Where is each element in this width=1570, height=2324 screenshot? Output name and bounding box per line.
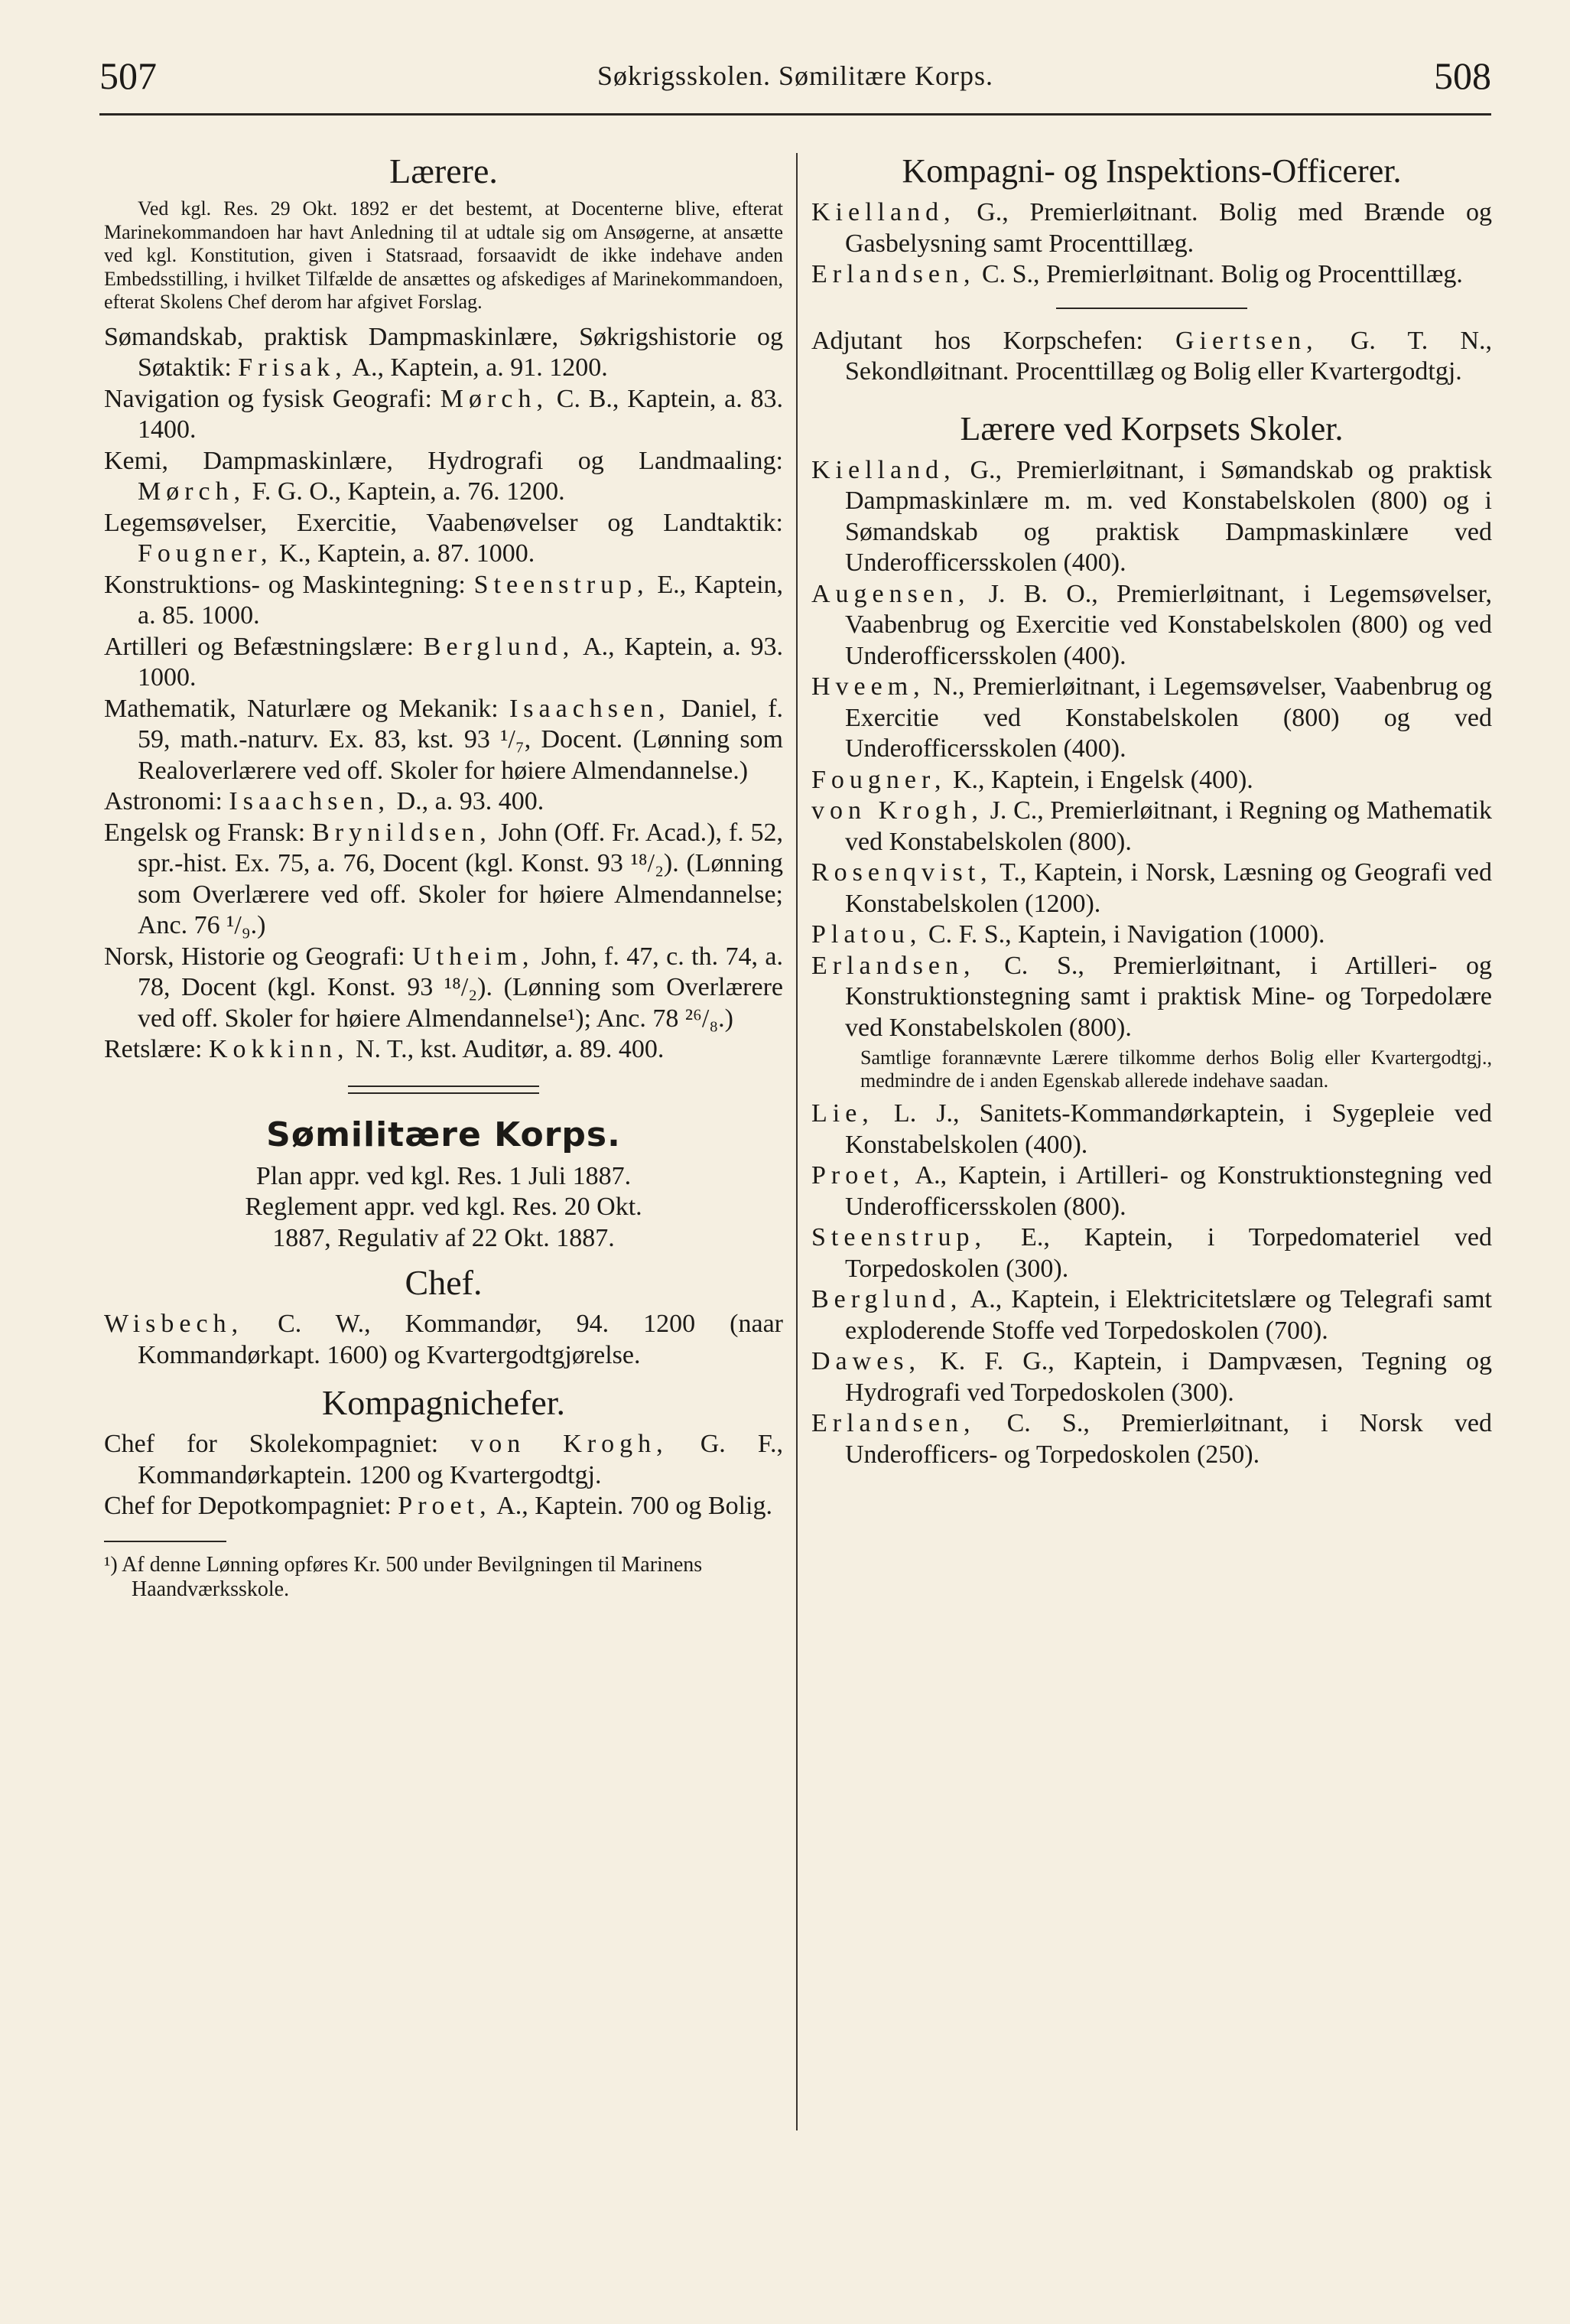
kompagnichefer-heading: Kompagnichefer.: [321, 1383, 566, 1422]
entry-details: C. S., Premierløitnant, i Norsk ved Underofficers- og Torpedoskolen (250).: [845, 1409, 1492, 1469]
skoler-list-b: [811, 1099, 1492, 1470]
entry-row: [104, 508, 783, 570]
entry-label: Konstruktions- og Maskintegning:: [104, 570, 466, 599]
running-header: [99, 54, 1491, 107]
officers-heading: Kompagni- og Inspektions-Officerer.: [902, 152, 1402, 190]
entry-details: A., Kaptein, i Elektricitetslære og Telegrafi samt exploderende Stoffe ved Torpedoskolen (700).: [845, 1285, 1493, 1345]
entry-row: [811, 1222, 1492, 1284]
korps-line: Plan appr. ved kgl. Res. 1 Juli 1887.: [255, 1161, 632, 1190]
adjutant-entry: [811, 326, 1492, 388]
entry-label: Chef for Skolekompagniet:: [104, 1430, 439, 1458]
left-column: [104, 150, 783, 1602]
entry-details: K., Kaptein, a. 87. 1000.: [278, 539, 535, 568]
entry-details: A., Kaptein, a. 93. 1000.: [138, 632, 783, 692]
person-name: Berglund,: [811, 1285, 963, 1313]
entry-row: [104, 786, 783, 818]
entry-row: [811, 1408, 1492, 1470]
footnote-rule: [104, 1541, 226, 1542]
person-name: Kielland,: [811, 198, 956, 226]
person-name: Lie,: [811, 1099, 874, 1128]
entry-row: [811, 672, 1492, 765]
entry-label: Chef for Depotkompagniet:: [104, 1492, 392, 1520]
person-name: Erlandsen,: [811, 951, 976, 980]
person-name: Fougner,: [811, 765, 947, 794]
entry-row: [811, 765, 1492, 796]
person-name: Fougner,: [138, 539, 273, 568]
page-number-left: 507: [99, 54, 157, 97]
chef-entry: [104, 1309, 783, 1371]
entry-row: [104, 384, 783, 446]
entry-details: G., Premierløitnant. Bolig med Brænde og Gasbelysning samt Procenttillæg.: [845, 198, 1493, 258]
entry-row: [811, 1160, 1492, 1222]
person-name: Erlandsen,: [811, 1409, 976, 1437]
page-number-right: 508: [1434, 54, 1491, 97]
person-name: Rosenqvist,: [811, 858, 993, 887]
laerere-intro: Ved kgl. Res. 29 Okt. 1892 er det bestemt, at Docenterne blive, efterat Marinekommandoen har havt Anledning til at udtale sig om Ansøgerne, at ansætte ved kgl. Konstitution, given i Statsraad, forsaavidt de ikke indehave anden Embedsstilling, i hvilket Tilfælde de ansættes og afskediges af Marinekommandoen, efterat Skolens Chef derom har afgivet Forslag.: [104, 197, 783, 313]
person-name: von Krogh,: [470, 1430, 668, 1458]
person-name: Utheim,: [412, 942, 535, 971]
person-name: Mørch,: [440, 384, 548, 413]
entry-details: N. T., kst. Auditør, a. 89. 400.: [355, 1035, 665, 1063]
section-double-rule: [348, 1086, 539, 1094]
person-name: Proet,: [398, 1492, 492, 1520]
entry-details: C. S., Premierløitnant. Bolig og Procenttillæg.: [981, 260, 1463, 288]
entry-row: [811, 259, 1492, 291]
person-name: Brynildsen,: [312, 818, 492, 847]
skoler-heading: Lærere ved Korpsets Skoler.: [960, 409, 1344, 448]
entry-label: Norsk, Historie og Geografi:: [104, 942, 405, 971]
entry-details: D., a. 93. 400.: [396, 787, 544, 815]
entry-row: [104, 1034, 783, 1066]
person-name: Proet,: [811, 1161, 905, 1190]
entry-row: [811, 579, 1492, 672]
entry-details: A., Kaptein, a. 91. 1200.: [352, 353, 608, 382]
entry-details: J. C., Premierløitnant, i Regning og Mathematik ved Konstabelskolen (800).: [845, 796, 1492, 856]
entry-row: [104, 322, 783, 384]
person-name: Frisak,: [238, 353, 347, 382]
entry-row: [811, 455, 1492, 579]
person-name: Hveem,: [811, 672, 925, 701]
entry-details: G., Premierløitnant, i Sømandskab og praktisk Dampmaskinlære m. m. ved Konstabelskolen (800) og i Sømandskab og praktisk Dampmaskinlære ved Underofficersskolen (400).: [845, 455, 1493, 577]
teachers-list: [104, 322, 783, 1066]
header-rule: [99, 113, 1491, 116]
officers-list: [811, 197, 1492, 291]
person-name: Isaachsen,: [509, 694, 671, 723]
chef-name: Wisbech,: [104, 1310, 244, 1338]
korps-regulations: [104, 1161, 783, 1255]
chef-heading: Chef.: [405, 1263, 483, 1302]
kompagnichefer-list: [104, 1429, 783, 1522]
entry-details: A., Kaptein. 700 og Bolig.: [496, 1492, 772, 1520]
entry-label: Sømandskab, praktisk Dampmaskinlære, Søkrigshistorie og Søtaktik:: [104, 322, 783, 382]
person-name: Mørch,: [138, 477, 246, 506]
entry-row: [104, 1429, 783, 1491]
entry-row: [104, 446, 783, 508]
laerere-heading: Lærere.: [389, 151, 498, 190]
person-name: Kielland,: [811, 455, 956, 484]
entry-details: F. G. O., Kaptein, a. 76. 1200.: [252, 477, 565, 506]
footnote: ¹) Af denne Lønning opføres Kr. 500 under Bevilgningen til Marinens Haandværksskole.: [104, 1552, 703, 1601]
person-name: Steenstrup,: [473, 570, 649, 599]
entry-details: E., Kaptein, i Torpedomateriel ved Torpedoskolen (300).: [845, 1223, 1493, 1283]
person-name: Berglund,: [423, 632, 575, 661]
right-column: [811, 150, 1492, 1470]
entry-details: E., Kaptein, a. 85. 1000.: [138, 570, 784, 630]
section-rule: [1056, 308, 1247, 309]
entry-details: John, f. 47, c. th. 74, a. 78, Docent (kgl. Konst. 93 ¹⁸/₂). (Lønning som Overlærere ved off. Skoler for høiere Almendannelse¹); Anc. 78 ²⁶/₈.): [138, 942, 784, 1033]
chef-details: C. W., Kommandør, 94. 1200 (naar Kommandørkapt. 1600) og Kvartergodtgjørelse.: [138, 1310, 784, 1369]
entry-row: [811, 920, 1492, 951]
entry-row: [811, 197, 1492, 259]
entry-details: A., Kaptein, i Artilleri- og Konstruktionstegning ved Underofficersskolen (800).: [845, 1161, 1492, 1221]
entry-row: [104, 632, 783, 694]
entry-row: [811, 951, 1492, 1044]
entry-details: J. B. O., Premierløitnant, i Legemsøvelser, Vaabenbrug og Exercitie ved Konstabelskolen (800) og ved Underofficersskolen (400).: [845, 579, 1492, 670]
person-name: Platou,: [811, 920, 922, 949]
entry-details: G. F., Kommandørkaptein. 1200 og Kvartergodtgj.: [138, 1430, 784, 1489]
person-name: Erlandsen,: [811, 260, 976, 288]
entry-row: [811, 1346, 1492, 1408]
entry-details: John (Off. Fr. Acad.), f. 52, spr.-hist. Ex. 75, a. 76, Docent (kgl. Konst. 93 ¹⁸/₂). (Lønning som Overlærere ved off. Skoler for høiere Almendannelse; Anc. 76 ¹/₉.): [138, 818, 783, 939]
adjutant-label: Adjutant hos Korpschefen:: [811, 326, 1143, 355]
column-divider: [796, 153, 798, 2130]
entry-label: Mathematik, Naturlære og Mekanik:: [104, 694, 499, 723]
entry-label: Retslære:: [104, 1035, 203, 1063]
entry-row: [104, 570, 783, 632]
entry-label: Artilleri og Befæstningslære:: [104, 632, 414, 661]
entry-details: T., Kaptein, i Norsk, Læsning og Geografi ved Konstabelskolen (1200).: [845, 858, 1492, 918]
person-name: Steenstrup,: [811, 1223, 987, 1252]
entry-details: Daniel, f. 59, math.-naturv. Ex. 83, kst. 93 ¹/₇, Docent. (Lønning som Realoverlærere ved off. Skoler for høiere Almendannelse.): [138, 694, 784, 785]
person-name: von Krogh,: [811, 796, 984, 825]
person-name: Augensen,: [811, 579, 970, 608]
entry-details: K., Kaptein, i Engelsk (400).: [952, 765, 1253, 794]
entry-row: [811, 796, 1492, 858]
entry-label: Legemsøvelser, Exercitie, Vaabenøvelser og Landtaktik:: [104, 508, 783, 537]
entry-row: [811, 858, 1492, 920]
entry-details: N., Premierløitnant, i Legemsøvelser, Vaabenbrug og Exercitie ved Konstabelskolen (800) og ved Underofficersskolen (400).: [845, 672, 1492, 763]
adjutant-name: Giertsen,: [1175, 326, 1318, 355]
korps-heading: Sømilitære Korps.: [266, 1115, 621, 1154]
entry-label: Astronomi:: [104, 787, 223, 815]
skoler-note: Samtlige forannævnte Lærere tilkomme derhos Bolig eller Kvartergodtgj., medmindre de i anden Egenskab allerede indehave saadan.: [860, 1046, 1492, 1092]
entry-row: [811, 1099, 1492, 1160]
korps-line: Reglement appr. ved kgl. Res. 20 Okt.: [245, 1193, 642, 1221]
adjutant-details: G. T. N., Sekondløitnant. Procenttillæg og Bolig eller Kvartergodtgj.: [845, 326, 1492, 386]
entry-row: [104, 694, 783, 787]
korps-line: 1887, Regulativ af 22 Okt. 1887.: [272, 1223, 615, 1252]
entry-row: [104, 818, 783, 942]
person-name: Kokkinn,: [208, 1035, 349, 1063]
person-name: Dawes,: [811, 1347, 922, 1375]
entry-row: [104, 942, 783, 1035]
entry-label: Engelsk og Fransk:: [104, 818, 306, 847]
entry-details: K. F. G., Kaptein, i Dampvæsen, Tegning og Hydrografi ved Torpedoskolen (300).: [845, 1347, 1493, 1407]
entry-details: C. S., Premierløitnant, i Artilleri- og Konstruktionstegning samt i praktisk Mine- og Torpedolære ved Konstabelskolen (800).: [845, 951, 1492, 1042]
person-name: Isaachsen,: [229, 787, 391, 815]
skoler-list-a: [811, 455, 1492, 1044]
entry-details: C. F. S., Kaptein, i Navigation (1000).: [928, 920, 1325, 949]
entry-label: Kemi, Dampmaskinlære, Hydrografi og Landmaaling:: [104, 446, 783, 475]
entry-label: Navigation og fysisk Geografi:: [104, 384, 432, 413]
entry-details: C. B., Kaptein, a. 83. 1400.: [138, 384, 784, 444]
entry-row: [811, 1284, 1492, 1346]
entry-details: L. J., Sanitets-Kommandørkaptein, i Sygepleie ved Konstabelskolen (400).: [845, 1099, 1492, 1159]
entry-row: [104, 1491, 783, 1522]
running-title: Søkrigsskolen. Sømilitære Korps.: [596, 60, 994, 91]
